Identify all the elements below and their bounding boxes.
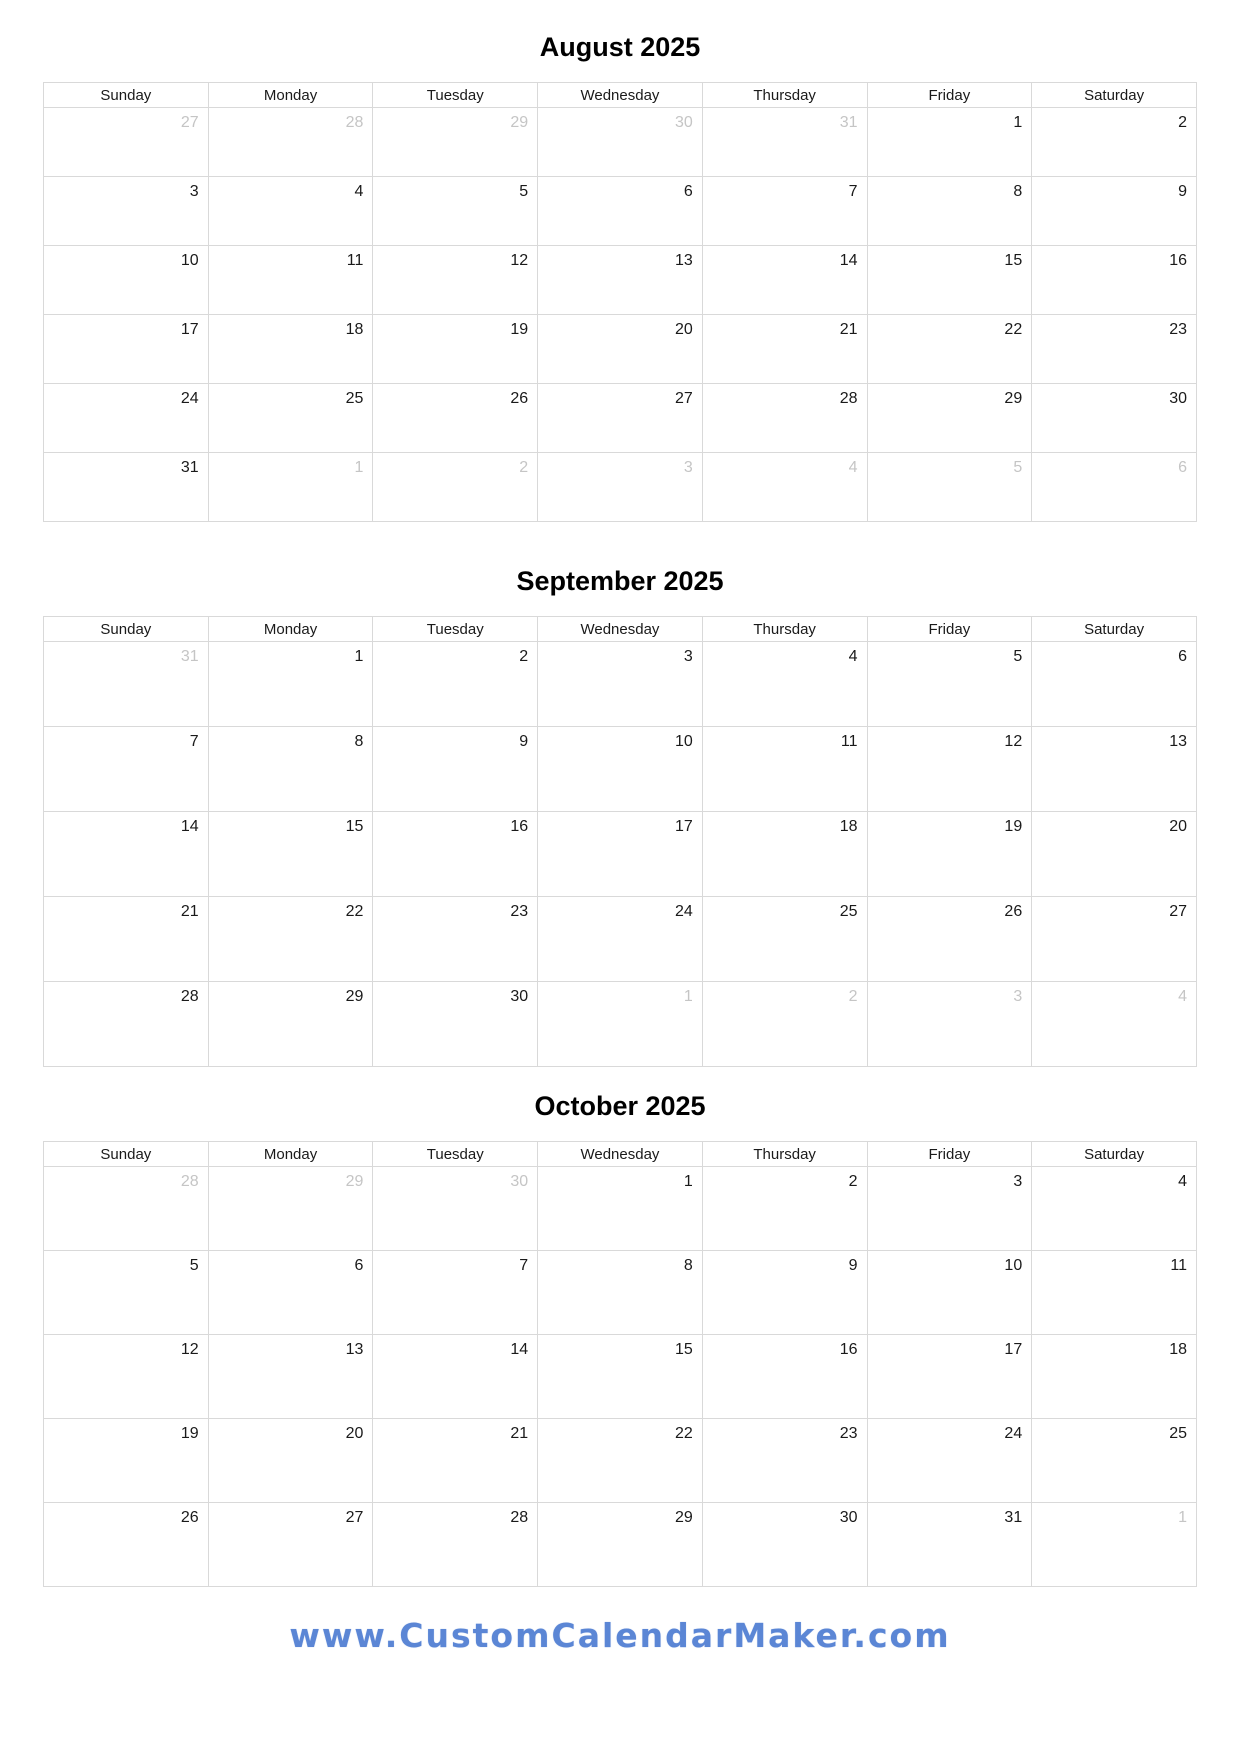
day-cell bbox=[208, 177, 373, 246]
day-cell bbox=[44, 384, 209, 453]
month-title-october: October 2025 bbox=[534, 1091, 706, 1121]
weekday-header: Thursday bbox=[702, 617, 867, 642]
day-cell bbox=[373, 315, 538, 384]
week-row bbox=[44, 384, 1197, 453]
week-row bbox=[44, 246, 1197, 315]
day-number: 30 bbox=[1169, 390, 1187, 407]
day-cell bbox=[373, 1503, 538, 1587]
day-number: 3 bbox=[1013, 1173, 1023, 1190]
day-number: 4 bbox=[848, 459, 858, 476]
day-number: 14 bbox=[839, 252, 858, 269]
day-number: 19 bbox=[1004, 818, 1023, 835]
day-cell bbox=[44, 453, 209, 522]
month-title-september: September 2025 bbox=[516, 566, 724, 596]
weekday-header: Sunday bbox=[44, 617, 209, 642]
day-number: 7 bbox=[848, 183, 858, 200]
day-cell bbox=[867, 1251, 1032, 1335]
day-number: 1 bbox=[683, 1173, 693, 1190]
weekday-header: Monday bbox=[208, 617, 373, 642]
day-number: 11 bbox=[1170, 1257, 1187, 1274]
day-number: 7 bbox=[189, 733, 199, 750]
week-row bbox=[44, 1167, 1197, 1251]
day-number: 1 bbox=[354, 648, 364, 665]
day-cell bbox=[373, 453, 538, 522]
day-cell bbox=[44, 642, 209, 727]
day-number: 20 bbox=[675, 321, 693, 338]
weekday-header: Friday bbox=[867, 1142, 1032, 1167]
day-cell bbox=[1032, 727, 1197, 812]
day-cell bbox=[702, 108, 867, 177]
weekday-header: Monday bbox=[208, 1142, 373, 1167]
day-cell bbox=[1032, 108, 1197, 177]
day-number: 1 bbox=[683, 988, 693, 1005]
day-number: 22 bbox=[345, 903, 364, 920]
month-october bbox=[0, 1092, 1240, 1587]
day-cell bbox=[208, 246, 373, 315]
day-cell bbox=[373, 1251, 538, 1335]
day-cell bbox=[208, 108, 373, 177]
week-row bbox=[44, 453, 1197, 522]
day-cell bbox=[1032, 642, 1197, 727]
day-cell bbox=[538, 315, 703, 384]
watermark-url: www.CustomCalendarMaker.com bbox=[289, 1616, 951, 1655]
day-number: 19 bbox=[510, 321, 529, 338]
day-number: 23 bbox=[510, 903, 529, 920]
day-number: 31 bbox=[180, 459, 199, 476]
day-number: 28 bbox=[839, 390, 858, 407]
day-number: 27 bbox=[180, 114, 199, 131]
week-row bbox=[44, 108, 1197, 177]
day-cell bbox=[208, 1335, 373, 1419]
day-cell bbox=[1032, 315, 1197, 384]
day-cell bbox=[373, 108, 538, 177]
week-row bbox=[44, 1503, 1197, 1587]
day-cell bbox=[702, 1503, 867, 1587]
month-september bbox=[0, 567, 1240, 1067]
day-cell bbox=[208, 727, 373, 812]
day-number: 24 bbox=[180, 390, 199, 407]
day-cell bbox=[373, 177, 538, 246]
day-cell bbox=[373, 982, 538, 1067]
day-number: 2 bbox=[519, 648, 529, 665]
day-cell bbox=[208, 982, 373, 1067]
day-cell bbox=[373, 246, 538, 315]
week-row bbox=[44, 982, 1197, 1067]
day-cell bbox=[867, 384, 1032, 453]
day-number: 14 bbox=[510, 1341, 529, 1358]
week-row bbox=[44, 1419, 1197, 1503]
day-number: 28 bbox=[345, 114, 364, 131]
day-cell bbox=[373, 812, 538, 897]
day-number: 14 bbox=[180, 818, 199, 835]
day-number: 30 bbox=[839, 1509, 858, 1526]
day-number: 5 bbox=[189, 1257, 199, 1274]
day-number: 21 bbox=[510, 1425, 529, 1442]
day-number: 6 bbox=[683, 183, 693, 200]
day-cell bbox=[44, 982, 209, 1067]
weekday-header: Tuesday bbox=[373, 1142, 538, 1167]
day-number: 25 bbox=[839, 903, 858, 920]
day-cell bbox=[373, 1167, 538, 1251]
day-cell bbox=[44, 1335, 209, 1419]
day-cell bbox=[538, 897, 703, 982]
day-cell bbox=[44, 108, 209, 177]
day-cell bbox=[1032, 1167, 1197, 1251]
day-number: 27 bbox=[1169, 903, 1187, 920]
day-number: 6 bbox=[1178, 459, 1187, 476]
day-number: 9 bbox=[848, 1257, 858, 1274]
day-number: 29 bbox=[345, 988, 364, 1005]
day-cell bbox=[208, 1167, 373, 1251]
week-row bbox=[44, 1335, 1197, 1419]
day-number: 28 bbox=[510, 1509, 529, 1526]
day-cell bbox=[44, 1419, 209, 1503]
day-cell bbox=[867, 1419, 1032, 1503]
day-cell bbox=[44, 1503, 209, 1587]
weekday-header: Friday bbox=[867, 617, 1032, 642]
day-cell bbox=[538, 1167, 703, 1251]
month-title-august: August 2025 bbox=[539, 32, 701, 62]
day-cell bbox=[44, 727, 209, 812]
day-number: 12 bbox=[180, 1341, 199, 1358]
day-number: 5 bbox=[519, 183, 529, 200]
day-cell bbox=[867, 642, 1032, 727]
week-row bbox=[44, 315, 1197, 384]
day-cell bbox=[867, 108, 1032, 177]
day-number: 27 bbox=[675, 390, 693, 407]
day-number: 1 bbox=[1013, 114, 1023, 131]
day-number: 16 bbox=[839, 1341, 858, 1358]
day-cell bbox=[538, 1335, 703, 1419]
day-number: 6 bbox=[354, 1257, 364, 1274]
day-cell bbox=[208, 897, 373, 982]
day-number: 10 bbox=[1004, 1257, 1023, 1274]
day-cell bbox=[702, 982, 867, 1067]
week-row bbox=[44, 177, 1197, 246]
day-number: 20 bbox=[345, 1425, 364, 1442]
day-cell bbox=[867, 982, 1032, 1067]
day-number: 16 bbox=[1169, 252, 1187, 269]
day-number: 8 bbox=[683, 1257, 693, 1274]
day-number: 15 bbox=[675, 1341, 693, 1358]
day-number: 17 bbox=[180, 321, 199, 338]
day-number: 3 bbox=[1013, 988, 1023, 1005]
day-cell bbox=[1032, 1419, 1197, 1503]
day-cell bbox=[538, 727, 703, 812]
day-cell bbox=[867, 315, 1032, 384]
day-number: 10 bbox=[675, 733, 693, 750]
day-number: 2 bbox=[1178, 114, 1187, 131]
day-number: 4 bbox=[1178, 988, 1187, 1005]
day-number: 8 bbox=[354, 733, 364, 750]
day-cell bbox=[867, 246, 1032, 315]
day-cell bbox=[208, 453, 373, 522]
day-number: 26 bbox=[180, 1509, 199, 1526]
day-cell bbox=[702, 727, 867, 812]
weekday-header-row bbox=[44, 617, 1197, 642]
day-cell bbox=[538, 1503, 703, 1587]
day-cell bbox=[208, 384, 373, 453]
month-grid-october bbox=[43, 1141, 1197, 1587]
day-number: 27 bbox=[345, 1509, 364, 1526]
day-number: 18 bbox=[839, 818, 858, 835]
week-row bbox=[44, 1251, 1197, 1335]
day-cell bbox=[1032, 1251, 1197, 1335]
day-cell bbox=[44, 812, 209, 897]
day-number: 20 bbox=[1169, 818, 1187, 835]
day-cell bbox=[702, 1251, 867, 1335]
day-number: 5 bbox=[1013, 648, 1023, 665]
weekday-header: Thursday bbox=[702, 83, 867, 108]
day-cell bbox=[373, 384, 538, 453]
day-number: 3 bbox=[189, 183, 199, 200]
day-cell bbox=[702, 315, 867, 384]
day-cell bbox=[538, 177, 703, 246]
day-cell bbox=[1032, 384, 1197, 453]
day-number: 13 bbox=[1169, 733, 1187, 750]
day-cell bbox=[373, 1335, 538, 1419]
day-number: 17 bbox=[1004, 1341, 1023, 1358]
day-number: 4 bbox=[1178, 1173, 1187, 1190]
day-cell bbox=[1032, 177, 1197, 246]
day-number: 4 bbox=[354, 183, 364, 200]
day-cell bbox=[1032, 1503, 1197, 1587]
day-cell bbox=[208, 1419, 373, 1503]
day-cell bbox=[538, 453, 703, 522]
day-number: 10 bbox=[180, 252, 199, 269]
month-grid-september bbox=[43, 616, 1197, 1067]
weekday-header-row bbox=[44, 83, 1197, 108]
day-cell bbox=[1032, 982, 1197, 1067]
day-number: 24 bbox=[1004, 1425, 1023, 1442]
day-number: 13 bbox=[345, 1341, 364, 1358]
month-august bbox=[0, 33, 1240, 522]
day-number: 1 bbox=[1178, 1509, 1187, 1526]
day-cell bbox=[1032, 1335, 1197, 1419]
day-cell bbox=[702, 453, 867, 522]
day-cell bbox=[538, 1419, 703, 1503]
day-number: 12 bbox=[1004, 733, 1023, 750]
day-number: 3 bbox=[683, 648, 693, 665]
day-number: 11 bbox=[840, 733, 858, 750]
day-cell bbox=[373, 727, 538, 812]
weekday-header-row bbox=[44, 1142, 1197, 1167]
day-cell bbox=[1032, 453, 1197, 522]
day-number: 25 bbox=[1169, 1425, 1187, 1442]
weekday-header: Monday bbox=[208, 83, 373, 108]
day-number: 12 bbox=[510, 252, 529, 269]
day-number: 31 bbox=[1004, 1509, 1023, 1526]
weekday-header: Sunday bbox=[44, 83, 209, 108]
day-cell bbox=[867, 812, 1032, 897]
day-cell bbox=[44, 177, 209, 246]
weekday-header: Saturday bbox=[1032, 617, 1197, 642]
day-cell bbox=[867, 1167, 1032, 1251]
day-number: 29 bbox=[345, 1173, 364, 1190]
day-number: 21 bbox=[180, 903, 199, 920]
day-cell bbox=[538, 246, 703, 315]
day-number: 22 bbox=[675, 1425, 693, 1442]
weekday-header: Friday bbox=[867, 83, 1032, 108]
day-cell bbox=[208, 1503, 373, 1587]
day-cell bbox=[373, 642, 538, 727]
month-grid-august bbox=[43, 82, 1197, 522]
day-number: 2 bbox=[848, 1173, 858, 1190]
day-number: 23 bbox=[839, 1425, 858, 1442]
weekday-header: Wednesday bbox=[538, 1142, 703, 1167]
day-number: 28 bbox=[180, 988, 199, 1005]
day-cell bbox=[867, 897, 1032, 982]
day-cell bbox=[44, 246, 209, 315]
day-number: 1 bbox=[354, 459, 364, 476]
day-number: 11 bbox=[346, 252, 364, 269]
day-number: 6 bbox=[1178, 648, 1187, 665]
day-cell bbox=[538, 642, 703, 727]
day-cell bbox=[44, 1167, 209, 1251]
day-number: 8 bbox=[1013, 183, 1023, 200]
day-cell bbox=[44, 897, 209, 982]
day-number: 21 bbox=[839, 321, 858, 338]
day-cell bbox=[867, 453, 1032, 522]
day-cell bbox=[208, 315, 373, 384]
day-cell bbox=[538, 982, 703, 1067]
day-cell bbox=[538, 384, 703, 453]
weekday-header: Tuesday bbox=[373, 83, 538, 108]
week-row bbox=[44, 812, 1197, 897]
day-number: 15 bbox=[345, 818, 364, 835]
day-cell bbox=[373, 1419, 538, 1503]
day-cell bbox=[208, 642, 373, 727]
week-row bbox=[44, 727, 1197, 812]
day-number: 30 bbox=[675, 114, 693, 131]
day-cell bbox=[538, 1251, 703, 1335]
day-cell bbox=[867, 1335, 1032, 1419]
day-number: 28 bbox=[180, 1173, 199, 1190]
day-cell bbox=[867, 177, 1032, 246]
day-number: 17 bbox=[675, 818, 693, 835]
day-number: 4 bbox=[848, 648, 858, 665]
weekday-header: Sunday bbox=[44, 1142, 209, 1167]
day-number: 30 bbox=[510, 988, 529, 1005]
weekday-header: Wednesday bbox=[538, 617, 703, 642]
day-cell bbox=[1032, 897, 1197, 982]
day-cell bbox=[702, 246, 867, 315]
day-cell bbox=[208, 1251, 373, 1335]
day-cell bbox=[702, 1167, 867, 1251]
day-number: 31 bbox=[180, 648, 199, 665]
day-number: 13 bbox=[675, 252, 693, 269]
day-cell bbox=[702, 897, 867, 982]
day-number: 9 bbox=[1178, 183, 1187, 200]
day-number: 2 bbox=[848, 988, 858, 1005]
day-cell bbox=[538, 108, 703, 177]
day-number: 29 bbox=[510, 114, 529, 131]
day-cell bbox=[44, 1251, 209, 1335]
weekday-header: Thursday bbox=[702, 1142, 867, 1167]
day-number: 25 bbox=[345, 390, 364, 407]
day-cell bbox=[1032, 812, 1197, 897]
day-number: 19 bbox=[180, 1425, 199, 1442]
week-row bbox=[44, 642, 1197, 727]
day-cell bbox=[702, 812, 867, 897]
weekday-header: Wednesday bbox=[538, 83, 703, 108]
day-number: 23 bbox=[1169, 321, 1187, 338]
day-cell bbox=[702, 642, 867, 727]
day-number: 2 bbox=[519, 459, 529, 476]
weekday-header: Tuesday bbox=[373, 617, 538, 642]
day-cell bbox=[208, 812, 373, 897]
day-number: 26 bbox=[510, 390, 529, 407]
day-cell bbox=[867, 1503, 1032, 1587]
day-number: 29 bbox=[675, 1509, 693, 1526]
weekday-header: Saturday bbox=[1032, 83, 1197, 108]
day-number: 31 bbox=[839, 114, 858, 131]
day-cell bbox=[702, 1335, 867, 1419]
day-number: 18 bbox=[1169, 1341, 1187, 1358]
day-number: 5 bbox=[1013, 459, 1023, 476]
day-number: 3 bbox=[683, 459, 693, 476]
day-number: 24 bbox=[675, 903, 693, 920]
weekday-header: Saturday bbox=[1032, 1142, 1197, 1167]
day-cell bbox=[538, 812, 703, 897]
day-number: 29 bbox=[1004, 390, 1023, 407]
day-cell bbox=[702, 177, 867, 246]
day-number: 26 bbox=[1004, 903, 1023, 920]
day-number: 9 bbox=[519, 733, 529, 750]
day-number: 7 bbox=[519, 1257, 529, 1274]
day-number: 15 bbox=[1004, 252, 1023, 269]
day-cell bbox=[373, 897, 538, 982]
day-number: 30 bbox=[510, 1173, 529, 1190]
week-row bbox=[44, 897, 1197, 982]
day-number: 18 bbox=[345, 321, 364, 338]
day-cell bbox=[702, 384, 867, 453]
day-cell bbox=[867, 727, 1032, 812]
day-cell bbox=[44, 315, 209, 384]
day-number: 22 bbox=[1004, 321, 1023, 338]
day-cell bbox=[702, 1419, 867, 1503]
day-number: 16 bbox=[510, 818, 529, 835]
day-cell bbox=[1032, 246, 1197, 315]
